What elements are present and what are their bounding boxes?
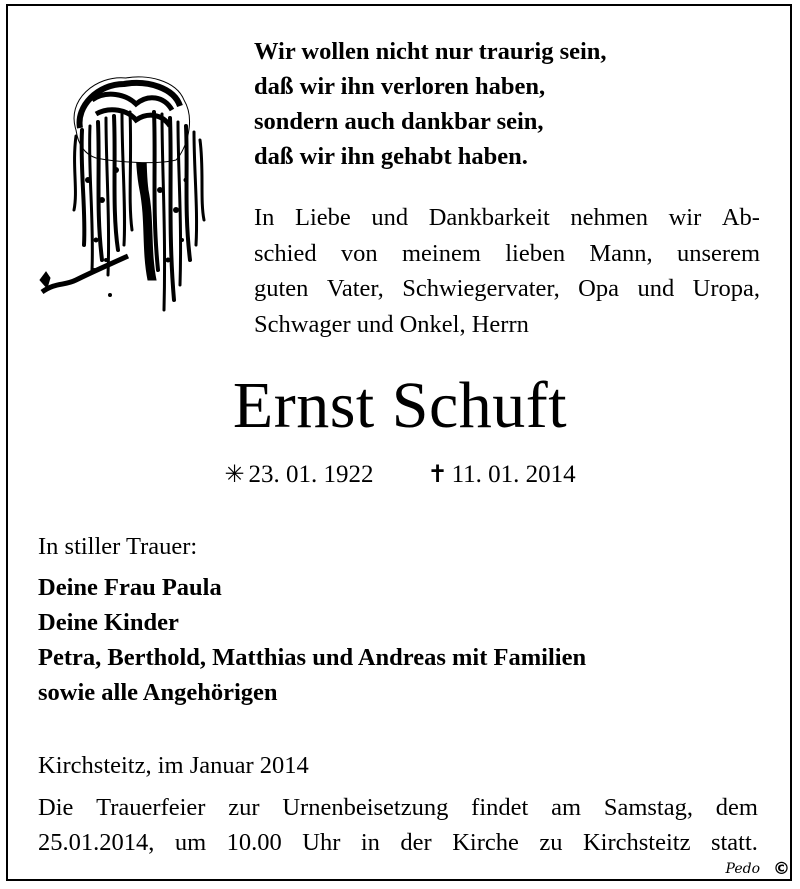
funeral-word: zu: [539, 829, 563, 856]
intro-line: [254, 271, 760, 307]
verse-line: daß wir ihn verloren haben,: [254, 73, 546, 100]
intro-word: Schwager und Onkel, Herrn: [254, 310, 529, 338]
intro-word: Ab-: [721, 204, 760, 231]
funeral-word: Samstag,: [603, 794, 693, 821]
funeral-word: der: [400, 829, 432, 856]
mourner-line: Deine Kinder: [38, 609, 179, 636]
funeral-word: in: [360, 829, 380, 856]
death-date: 11. 01. 2014: [451, 461, 576, 488]
funeral-word: Die: [38, 794, 74, 821]
intro-word: guten: [254, 275, 309, 302]
funeral-word: statt.: [710, 829, 758, 856]
intro-word: von: [340, 239, 378, 267]
mourner-line: Deine Frau Paula: [38, 574, 222, 601]
funeral-word: 25.01.2014,: [38, 829, 155, 856]
funeral-info: [38, 790, 758, 860]
intro-word: Liebe: [295, 204, 351, 231]
funeral-word: Kirche: [452, 829, 519, 856]
intro-word: unserem: [677, 239, 760, 267]
intro-line: [254, 200, 760, 236]
intro-word: schied: [254, 239, 317, 267]
funeral-word: um: [174, 829, 207, 856]
funeral-word: zur: [228, 794, 260, 821]
mourning-label: In stiller Trauer:: [38, 533, 198, 560]
funeral-word: Trauerfeier: [96, 794, 206, 821]
verse-line: Wir wollen nicht nur traurig sein,: [254, 38, 607, 65]
intro-line: [254, 236, 760, 272]
funeral-word: Kirchsteitz: [582, 829, 691, 856]
intro-word: nehmen: [570, 204, 648, 231]
intro-word: Mann,: [589, 239, 653, 267]
intro-word: lieben: [505, 239, 566, 267]
deceased-name: Ernst Schuft: [232, 369, 568, 442]
verse-line: sondern auch dankbar sein,: [254, 108, 544, 135]
funeral-word: Uhr: [302, 829, 341, 856]
intro-word: Schwiegervater,: [402, 275, 560, 302]
intro-word: und: [637, 275, 675, 302]
intro-word: In: [254, 204, 275, 231]
weeping-willow-icon: [36, 70, 216, 345]
intro-word: wir: [668, 204, 702, 231]
verse-line: daß wir ihn gehabt haben.: [254, 143, 528, 170]
intro-paragraph: [254, 200, 760, 342]
funeral-word: findet: [471, 794, 529, 821]
intro-word: Opa: [578, 275, 619, 302]
funeral-word: am: [551, 794, 582, 821]
intro-word: Uropa,: [692, 275, 760, 302]
death-cross-icon: ✝: [427, 460, 448, 488]
funeral-line: [38, 825, 758, 860]
funeral-line: [38, 790, 758, 825]
intro-line: [254, 307, 760, 343]
funeral-word: 10.00: [226, 829, 282, 856]
intro-word: Vater,: [326, 275, 384, 302]
intro-word: und: [371, 204, 409, 231]
birth-star-icon: ✳: [224, 460, 245, 488]
copyright-icon: ©: [773, 859, 790, 879]
birth-date: 23. 01. 1922: [248, 461, 374, 488]
mourner-line: sowie alle Angehörigen: [38, 679, 278, 706]
mourners-list: [38, 570, 586, 710]
mourner-line: Petra, Berthold, Matthias und Andreas mit Familien: [38, 644, 587, 671]
funeral-word: dem: [715, 794, 758, 821]
place-date: Kirchsteitz, im Januar 2014: [38, 752, 309, 779]
designer-signature: Pedo: [725, 861, 760, 877]
intro-word: Dankbarkeit: [428, 204, 550, 231]
intro-word: meinem: [401, 239, 481, 267]
verse-block: [254, 34, 607, 174]
funeral-word: Urnenbeisetzung: [282, 794, 449, 821]
life-dates: [0, 457, 800, 492]
